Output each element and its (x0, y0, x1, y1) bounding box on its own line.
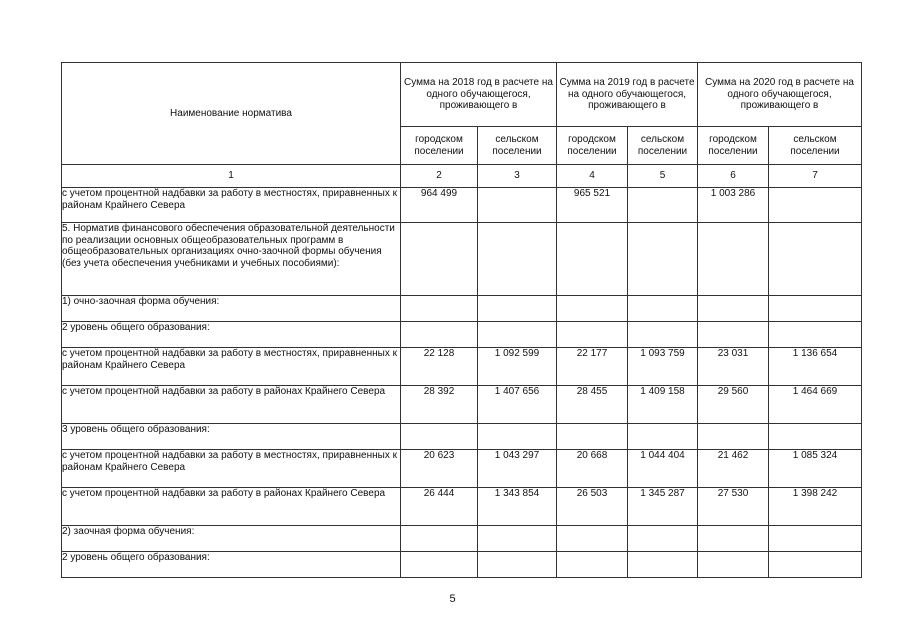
row-value: 1 407 656 (478, 386, 557, 424)
table-row (62, 386, 862, 424)
row-value (557, 296, 628, 322)
table-row (62, 322, 862, 348)
header-rural-2019: сельском поселении (628, 127, 698, 165)
col-number: 4 (557, 165, 628, 188)
row-value (401, 526, 478, 552)
row-value (769, 188, 862, 223)
header-year-2019: Сумма на 2019 год в расчете на одного обучающегося, проживающего в (557, 63, 698, 127)
row-value (557, 526, 628, 552)
table-row (62, 552, 862, 578)
row-value (478, 552, 557, 578)
row-value (557, 223, 628, 296)
table-row (62, 488, 862, 526)
row-value (401, 552, 478, 578)
row-value (628, 552, 698, 578)
row-value: 1 409 158 (628, 386, 698, 424)
header-urban-2019: городском поселении (557, 127, 628, 165)
row-value: 28 392 (401, 386, 478, 424)
row-value: 22 177 (557, 348, 628, 386)
row-name: 2) заочная форма обучения: (62, 526, 401, 552)
row-value (628, 223, 698, 296)
col-number: 1 (62, 165, 401, 188)
row-value: 1 085 324 (769, 450, 862, 488)
row-value (769, 296, 862, 322)
table-body (62, 188, 862, 578)
row-value (698, 526, 769, 552)
row-value: 20 623 (401, 450, 478, 488)
row-value (769, 322, 862, 348)
row-value (478, 526, 557, 552)
row-name: 1) очно-заочная форма обучения: (62, 296, 401, 322)
table-row (62, 450, 862, 488)
row-name: с учетом процентной надбавки за работу в местностях, приравненных к районам Крайнего Севера (62, 348, 401, 386)
row-value (769, 223, 862, 296)
row-value (557, 322, 628, 348)
header-year-2018: Сумма на 2018 год в расчете на одного обучающегося, проживающего в (401, 63, 557, 127)
row-value: 1 044 404 (628, 450, 698, 488)
row-value (698, 322, 769, 348)
row-value: 28 455 (557, 386, 628, 424)
row-value (628, 526, 698, 552)
row-value (401, 424, 478, 450)
row-value (557, 552, 628, 578)
col-number: 3 (478, 165, 557, 188)
row-value: 1 136 654 (769, 348, 862, 386)
table-row (62, 348, 862, 386)
row-value: 26 444 (401, 488, 478, 526)
row-name: 2 уровень общего образования: (62, 552, 401, 578)
row-name: 3 уровень общего образования: (62, 424, 401, 450)
row-value: 29 560 (698, 386, 769, 424)
row-value (557, 424, 628, 450)
norm-table (61, 62, 862, 578)
row-value (769, 424, 862, 450)
row-value: 27 530 (698, 488, 769, 526)
row-value: 964 499 (401, 188, 478, 223)
row-name: с учетом процентной надбавки за работу в районах Крайнего Севера (62, 386, 401, 424)
table-row (62, 296, 862, 322)
row-name: 2 уровень общего образования: (62, 322, 401, 348)
header-urban-2018: городском поселении (401, 127, 478, 165)
header-urban-2020: городском поселении (698, 127, 769, 165)
row-value: 1 345 287 (628, 488, 698, 526)
row-value: 1 092 599 (478, 348, 557, 386)
header-rural-2020: сельском поселении (769, 127, 862, 165)
row-value (698, 223, 769, 296)
row-name: с учетом процентной надбавки за работу в местностях, приравненных к районам Крайнего Севера (62, 188, 401, 223)
col-number: 7 (769, 165, 862, 188)
row-value (401, 296, 478, 322)
table-row (62, 223, 862, 296)
col-number: 2 (401, 165, 478, 188)
row-value (698, 296, 769, 322)
col-number: 6 (698, 165, 769, 188)
row-name: с учетом процентной надбавки за работу в районах Крайнего Севера (62, 488, 401, 526)
row-name: 5. Норматив финансового обеспечения образовательной деятельности по реализации основных общеобразовательных программ в общеобразовательных организациях очно-заочной формы обучения (без учета обеспечения учебниками и учебных пособиями): (62, 223, 401, 296)
column-number-row (62, 165, 862, 188)
row-value (628, 296, 698, 322)
header-rural-2018: сельском поселении (478, 127, 557, 165)
row-value (769, 552, 862, 578)
row-value: 1 343 854 (478, 488, 557, 526)
row-value: 1 398 242 (769, 488, 862, 526)
row-value (769, 526, 862, 552)
table-row (62, 424, 862, 450)
header-year-2020: Сумма на 2020 год в расчете на одного обучающегося, проживающего в (698, 63, 862, 127)
row-value (628, 424, 698, 450)
header-name-col: Наименование норматива (62, 63, 401, 165)
row-value (698, 552, 769, 578)
row-value: 23 031 (698, 348, 769, 386)
row-value (478, 424, 557, 450)
row-value: 1 043 297 (478, 450, 557, 488)
row-value: 1 093 759 (628, 348, 698, 386)
col-number: 5 (628, 165, 698, 188)
row-value: 1 003 286 (698, 188, 769, 223)
row-value (401, 223, 478, 296)
row-value: 22 128 (401, 348, 478, 386)
row-value (628, 188, 698, 223)
row-name: с учетом процентной надбавки за работу в местностях, приравненных к районам Крайнего Севера (62, 450, 401, 488)
row-value (478, 223, 557, 296)
row-value (698, 424, 769, 450)
row-value: 26 503 (557, 488, 628, 526)
page-number: 5 (449, 593, 456, 605)
row-value: 21 462 (698, 450, 769, 488)
row-value (478, 322, 557, 348)
row-value (628, 322, 698, 348)
table-row (62, 188, 862, 223)
row-value (478, 188, 557, 223)
table-row (62, 526, 862, 552)
row-value: 20 668 (557, 450, 628, 488)
row-value (478, 296, 557, 322)
row-value (401, 322, 478, 348)
row-value: 965 521 (557, 188, 628, 223)
row-value: 1 464 669 (769, 386, 862, 424)
